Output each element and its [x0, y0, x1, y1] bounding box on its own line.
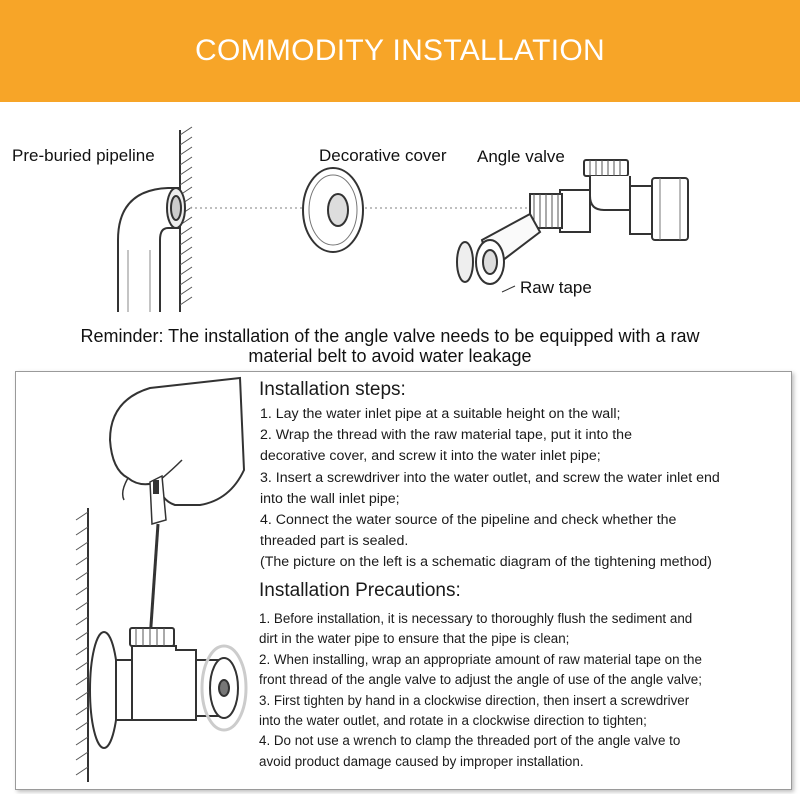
decorative-cover-illustration: [303, 168, 363, 252]
installation-precautions-title: Installation Precautions:: [259, 580, 461, 601]
steps-line: 4. Connect the water source of the pipeline and check whether the: [260, 512, 677, 529]
precautions-line: 3. First tighten by hand in a clockwise direction, then insert a screwdriver: [259, 692, 690, 708]
precautions-line: 4. Do not use a wrench to clamp the threaded port of the angle valve to: [259, 733, 681, 749]
precautions-line: dirt in the water pipe to ensure that the pipe is clean;: [259, 631, 570, 647]
label-pre-buried-pipeline: Pre-buried pipeline: [12, 146, 155, 165]
steps-line: 3. Insert a screwdriver into the water outlet, and screw the water inlet end: [260, 469, 720, 486]
precautions-line: front thread of the angle valve to adjust the angle of use of the angle valve;: [259, 672, 702, 688]
steps-line: into the wall inlet pipe;: [260, 490, 400, 507]
label-angle-valve: Angle valve: [477, 147, 565, 166]
raw-tape-illustration: [457, 214, 540, 284]
label-raw-tape: Raw tape: [520, 278, 592, 297]
steps-line: 2. Wrap the thread with the raw material tape, put it into the: [260, 427, 632, 444]
precautions-line: avoid product damage caused by improper installation.: [259, 753, 584, 769]
steps-line: 1. Lay the water inlet pipe at a suitable height on the wall;: [260, 406, 621, 422]
tightening-method-illustration: [0, 0, 260, 794]
steps-line: (The picture on the left is a schematic diagram of the tightening method): [260, 554, 712, 571]
installation-precautions-list: [259, 609, 789, 772]
reminder-line-1: Reminder: The installation of the angle valve needs to be equipped with a raw: [80, 326, 700, 346]
reminder-line-2: material belt to avoid water leakage: [248, 346, 532, 366]
precautions-line: into the water outlet, and rotate in a clockwise direction to tighten;: [259, 713, 647, 729]
page-title: COMMODITY INSTALLATION: [195, 34, 605, 67]
steps-line: decorative cover, and screw it into the water inlet pipe;: [260, 448, 601, 465]
label-decorative-cover: Decorative cover: [319, 146, 447, 165]
installation-steps-title: Installation steps:: [259, 379, 406, 400]
precautions-line: 2. When installing, wrap an appropriate amount of raw material tape on the: [259, 651, 702, 667]
installation-steps-list: [260, 404, 790, 574]
screwdriver-icon: [150, 476, 166, 640]
steps-line: threaded part is sealed.: [260, 533, 409, 550]
precautions-line: 1. Before installation, it is necessary to thoroughly flush the sediment and: [259, 611, 693, 626]
angle-valve-illustration: [530, 160, 688, 240]
